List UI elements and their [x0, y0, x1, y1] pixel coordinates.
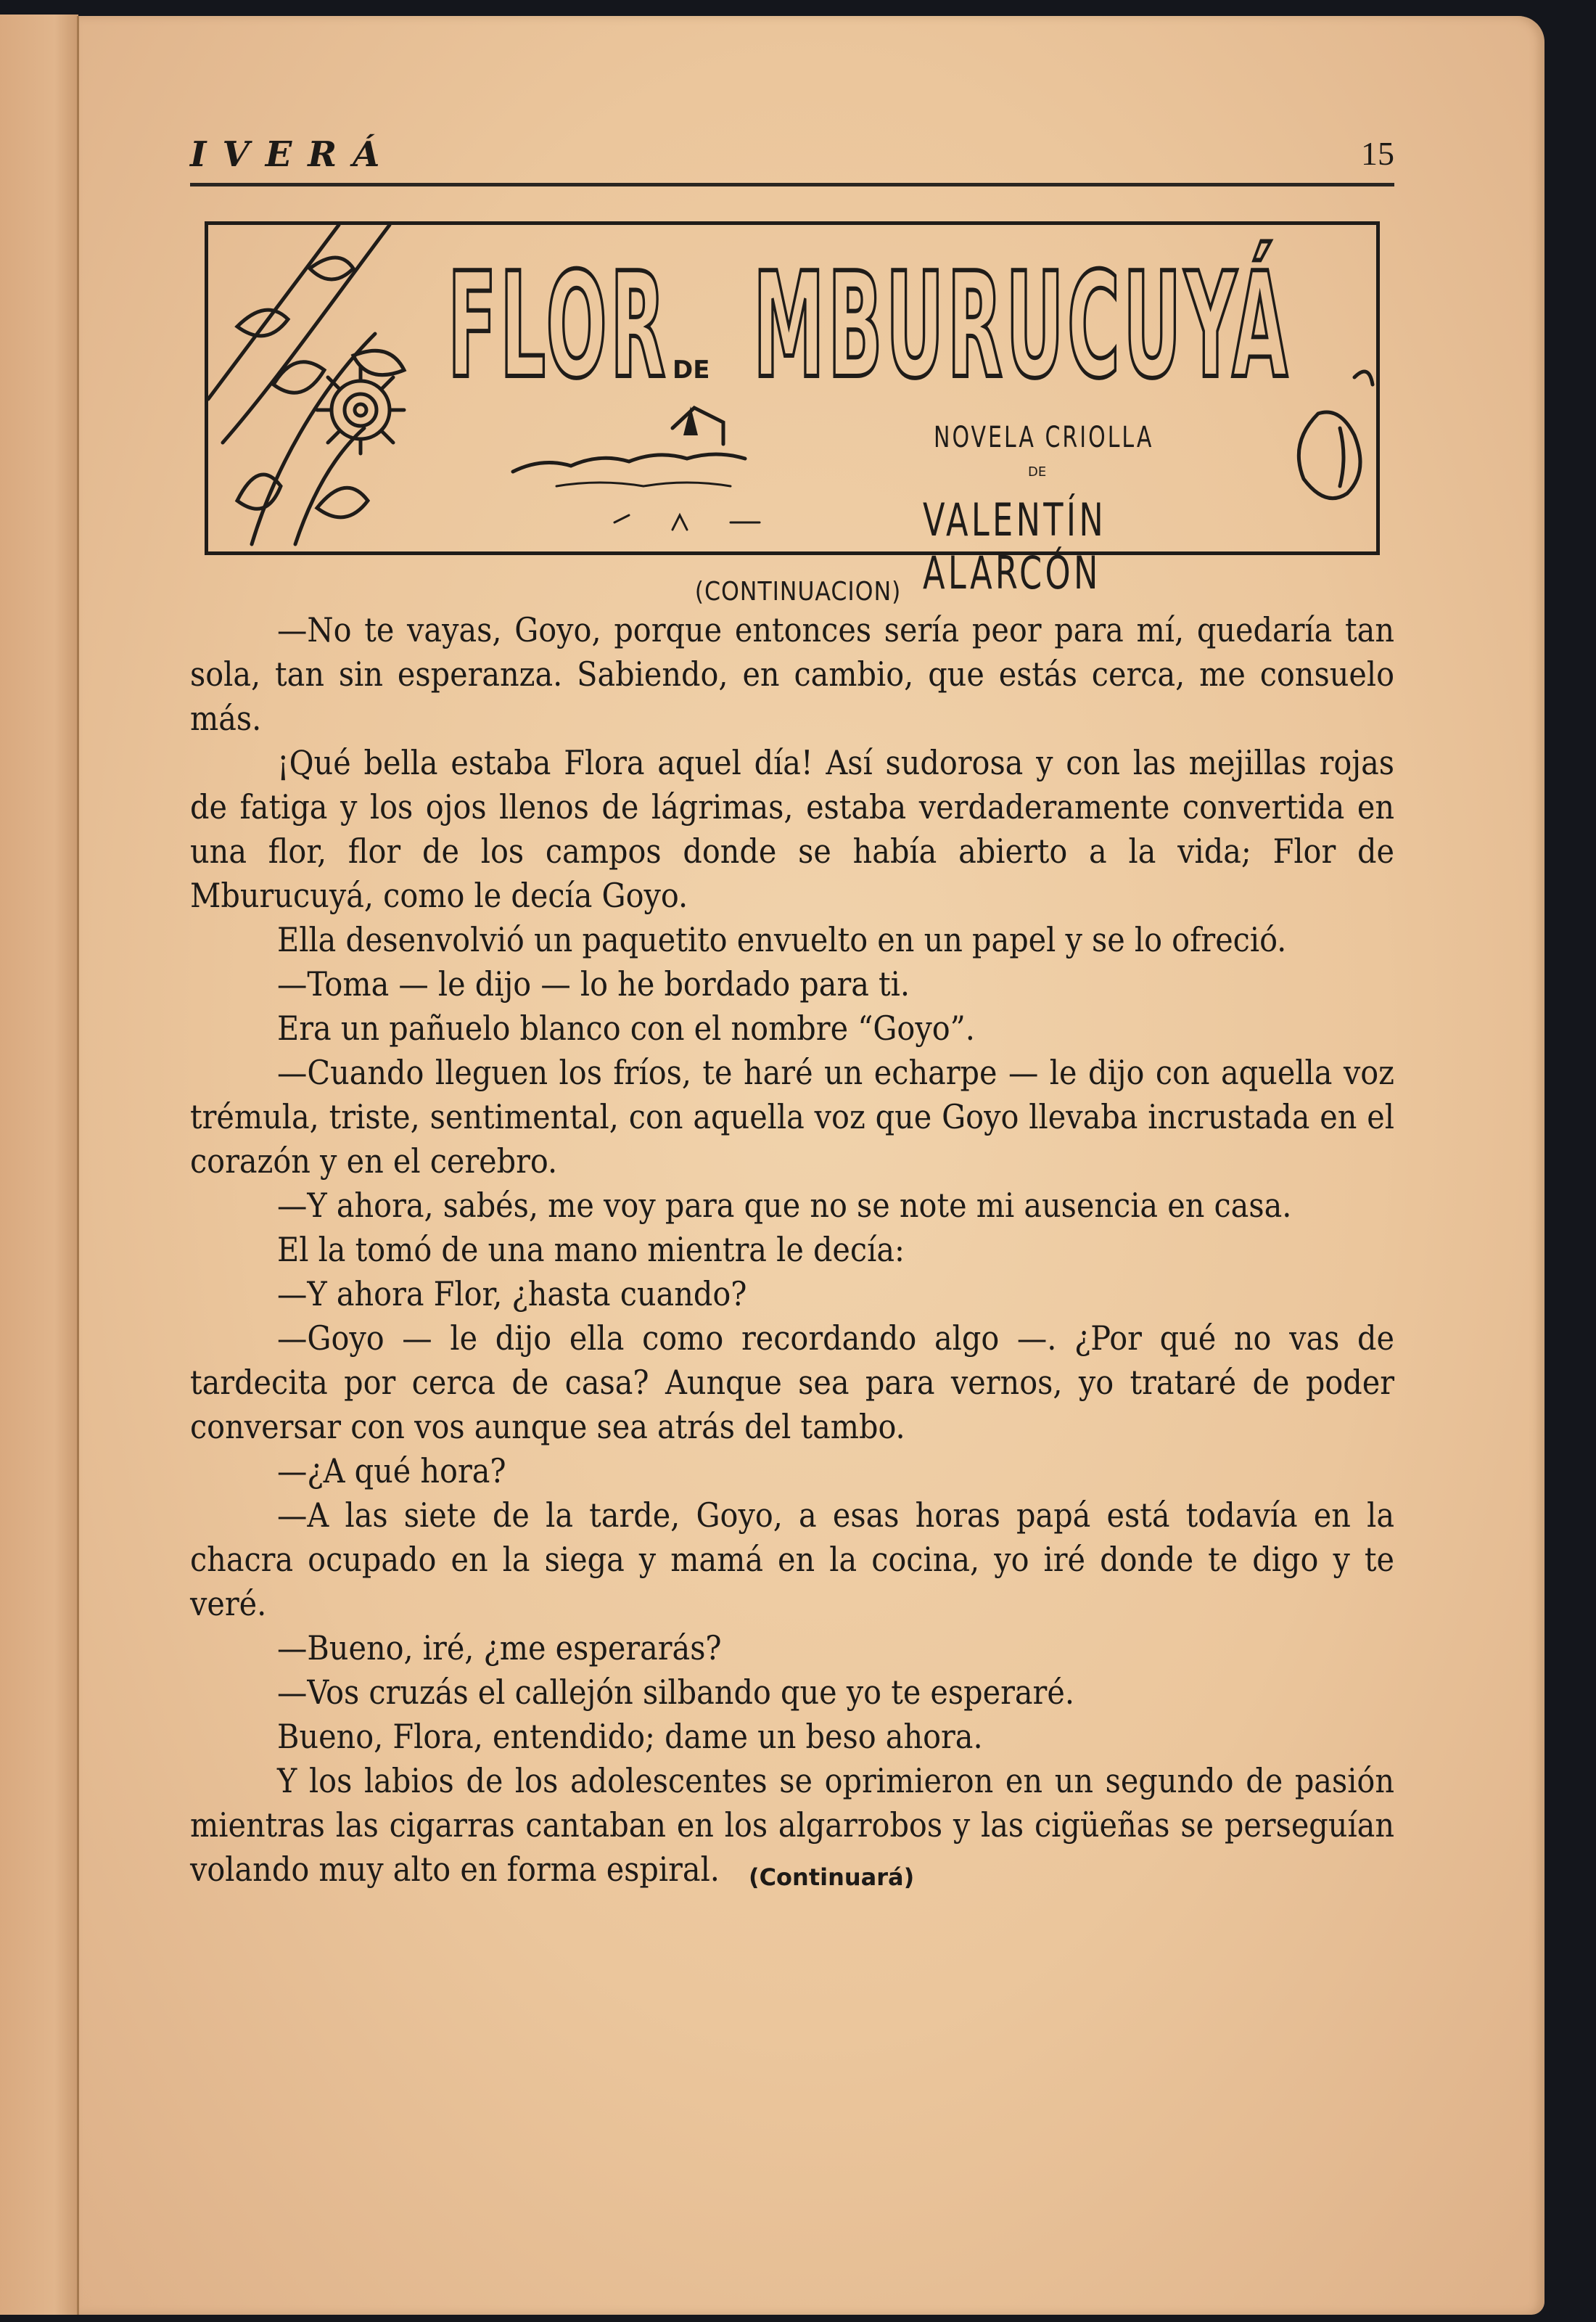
paragraph: —Toma — le dijo — lo he bordado para ti. [277, 964, 910, 1004]
paragraph-final-text: Y los labios de los adolescentes se oprimieron en un segundo de pasión mientras las cigarras cantaban en los algarrobos y las cigüeñas se perseguían volando muy alto en forma espiral. [190, 1761, 1394, 1889]
paragraph: —Cuando lleguen los fríos, te haré un echarpe — le dijo con aquella voz trémula, triste, sentimental, con aquella voz que Goyo llevaba incrustada en el corazón y en el cerebro. [190, 1053, 1394, 1181]
previous-page-edge [0, 15, 78, 2315]
paragraph: Ella desenvolvió un paquetito envuelto en un papel y se lo ofreció. [277, 920, 1287, 959]
running-header [190, 127, 1394, 185]
paragraph: —A las siete de la tarde, Goyo, a esas horas papá está todavía en la chacra ocupado en la siega y mamá en la cocina, yo iré donde te digo y te veré. [190, 1496, 1394, 1623]
paragraph: —Vos cruzás el callejón silbando que yo te esperaré. [277, 1673, 1074, 1712]
continuation-label: (CONTINUACION) [694, 577, 902, 607]
story-author: VALENTÍN ALARCÓN [923, 493, 1107, 599]
paragraph: El la tomó de una mano mientra le decía: [277, 1230, 905, 1269]
story-title-connector: DE [672, 356, 710, 385]
page-number: 15 [1361, 135, 1394, 172]
paragraph: —¿A qué hora? [277, 1451, 506, 1490]
paragraph: —Bueno, iré, ¿me esperarás? [277, 1628, 722, 1667]
paragraph: Era un pañuelo blanco con el nombre “Goyo”. [277, 1009, 975, 1048]
story-body [190, 608, 1394, 1895]
paragraph: —Goyo — le dijo ella como recordando algo —. ¿Por qué no vas de tardecita por cerca de casa? Aunque sea para vernos, yo trataré de poder conversar con vos aunque sea atrás del tambo. [190, 1318, 1394, 1446]
story-genre: NOVELA CRIOLLA [934, 421, 1154, 454]
paragraph: —No te vayas, Goyo, porque entonces sería peor para mí, quedaría tan sola, tan sin esperanza. Sabiendo, en cambio, que estás cerca, me consuelo más. [190, 610, 1394, 738]
paragraph: —Y ahora Flor, ¿hasta cuando? [277, 1274, 747, 1313]
paragraph: Bueno, Flora, entendido; dame un beso ahora. [277, 1717, 983, 1756]
story-by-label: DE [1028, 464, 1047, 480]
paragraph: ¡Qué bella estaba Flora aquel día! Así sudorosa y con las mejillas rojas de fatiga y los ojos llenos de lágrimas, estaba verdaderamente convertida en una flor, flor de los campos donde se había abierto a la vida; Flor de Mburucuyá, como le decía Goyo. [190, 743, 1394, 915]
paragraph-final [190, 1759, 1394, 1895]
story-title-part1: FLOR [448, 242, 669, 411]
header-divider [190, 183, 1394, 186]
publication-title: IVERÁ [190, 134, 396, 175]
to-be-continued-note: (Continuará) [748, 1863, 915, 1891]
paragraph: —Y ahora, sabés, me voy para que no se note mi ausencia en casa. [277, 1186, 1292, 1225]
story-title-part2: MBURUCUYÁ [753, 242, 1291, 411]
